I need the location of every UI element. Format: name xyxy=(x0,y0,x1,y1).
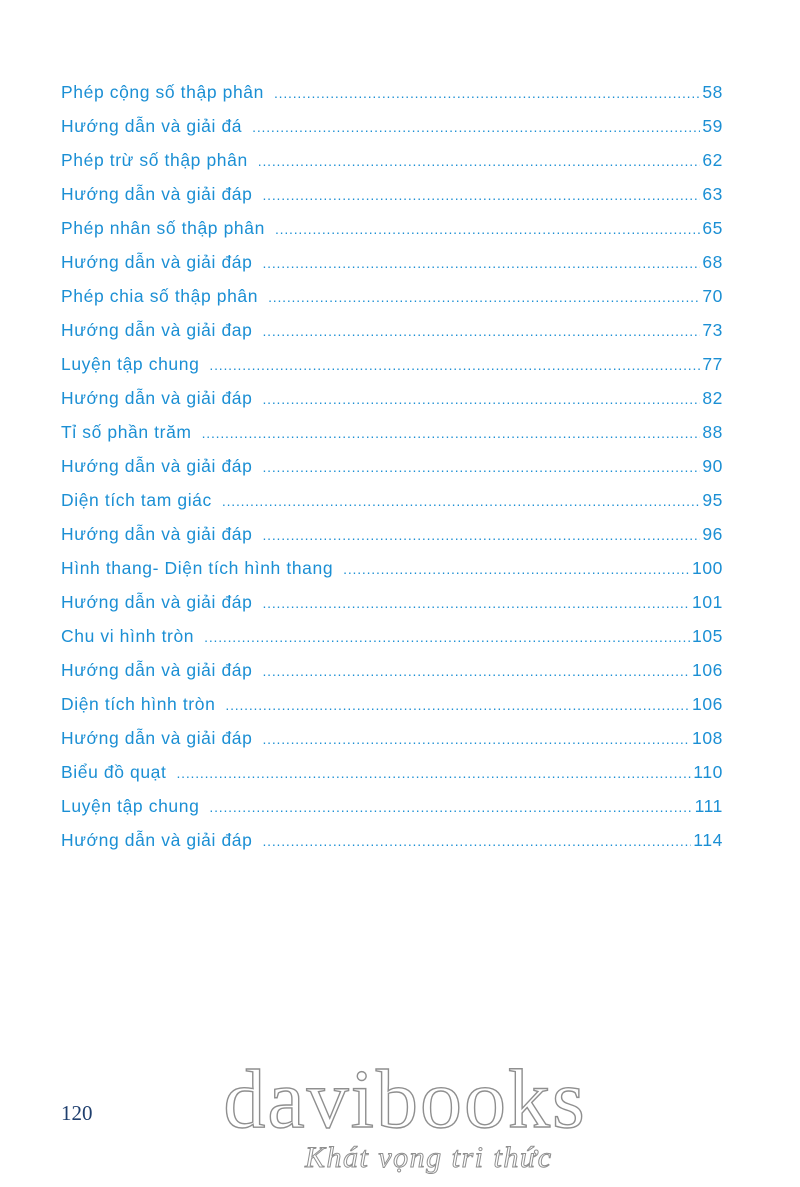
toc-entry-title: Phép chia số thập phân xyxy=(61,286,259,306)
toc-entry[interactable] xyxy=(61,558,723,592)
toc-entry-page: 105 xyxy=(692,626,723,646)
toc-entry-page: 114 xyxy=(693,830,723,850)
toc-leader-dots xyxy=(262,456,700,475)
toc-entry-page: 110 xyxy=(693,762,723,782)
toc-entry-page: 100 xyxy=(692,558,723,578)
toc-entry[interactable] xyxy=(61,286,723,320)
toc-entry-page: 68 xyxy=(702,252,723,272)
toc-entry[interactable] xyxy=(61,252,723,286)
toc-entry[interactable] xyxy=(61,150,723,184)
toc-entry[interactable] xyxy=(61,490,723,524)
toc-leader-dots xyxy=(262,388,700,407)
brand-slogan: Khát vọng tri thức xyxy=(305,1141,553,1174)
toc-leader-dots xyxy=(222,490,700,509)
toc-entry[interactable] xyxy=(61,728,723,762)
toc-leader-dots xyxy=(262,728,690,747)
toc-entry[interactable] xyxy=(61,320,723,354)
toc-entry[interactable] xyxy=(61,592,723,626)
toc-entry-page: 96 xyxy=(702,524,723,544)
toc-entry-page: 101 xyxy=(692,592,723,612)
toc-entry-page: 90 xyxy=(702,456,723,476)
toc-entry[interactable] xyxy=(61,116,723,150)
toc-leader-dots xyxy=(262,184,700,203)
toc-entry-page: 111 xyxy=(694,796,723,816)
toc-entry-page: 95 xyxy=(702,490,723,510)
toc-entry-page: 63 xyxy=(702,184,723,204)
toc-entry-title: Diện tích hình tròn xyxy=(61,694,216,714)
toc-entry[interactable] xyxy=(61,184,723,218)
toc-leader-dots xyxy=(209,354,700,373)
toc-leader-dots xyxy=(268,286,700,305)
toc-entry[interactable] xyxy=(61,830,723,864)
toc-leader-dots xyxy=(262,320,700,339)
toc-entry[interactable] xyxy=(61,388,723,422)
toc-entry[interactable] xyxy=(61,762,723,796)
toc-entry-page: 62 xyxy=(702,150,723,170)
toc-leader-dots xyxy=(202,422,701,441)
brand-name: davibooks xyxy=(223,1053,587,1146)
toc-entry-title: Phép nhân số thập phân xyxy=(61,218,265,238)
toc-leader-dots xyxy=(343,558,690,577)
toc-entry-title: Phép cộng số thập phân xyxy=(61,82,264,102)
toc-leader-dots xyxy=(275,218,700,237)
toc-entry-title: Hướng dẫn và giải đáp xyxy=(61,456,253,476)
toc-entry-page: 82 xyxy=(702,388,723,408)
toc-entry-title: Diện tích tam giác xyxy=(61,490,212,510)
toc-entry-title: Hướng dẫn và giải đáp xyxy=(61,252,253,272)
toc-entry-page: 59 xyxy=(702,116,723,136)
toc-leader-dots xyxy=(262,660,690,679)
toc-entry-title: Chu vi hình tròn xyxy=(61,626,195,646)
toc-entry[interactable] xyxy=(61,524,723,558)
toc-leader-dots xyxy=(258,150,701,169)
toc-entry-title: Phép trừ số thập phân xyxy=(61,150,248,170)
toc-entry[interactable] xyxy=(61,796,723,830)
toc-entry-page: 70 xyxy=(702,286,723,306)
toc-entry-title: Hướng dẫn và giải đáp xyxy=(61,728,253,748)
toc-leader-dots xyxy=(262,830,691,849)
toc-entry-title: Luyện tập chung xyxy=(61,796,200,816)
toc-entry[interactable] xyxy=(61,626,723,660)
toc-entry-title: Hướng dẫn và giải đáp xyxy=(61,524,253,544)
toc-entry-title: Tỉ số phần trăm xyxy=(61,422,192,442)
toc-entry-title: Hướng dẫn và giải đáp xyxy=(61,388,253,408)
toc-entry-page: 106 xyxy=(692,694,723,714)
toc-entry[interactable] xyxy=(61,422,723,456)
toc-entry-title: Hướng dẫn và giải đáp xyxy=(61,830,253,850)
toc-entry[interactable] xyxy=(61,218,723,252)
toc-leader-dots xyxy=(209,796,692,815)
toc-entry-title: Hướng dẫn và giải đap xyxy=(61,320,253,340)
toc-leader-dots xyxy=(176,762,691,781)
toc-entry-page: 108 xyxy=(692,728,723,748)
toc-entry-page: 65 xyxy=(702,218,723,238)
toc-leader-dots xyxy=(274,82,700,101)
toc-entry-title: Hướng dẫn và giải đáp xyxy=(61,660,253,680)
toc-entry[interactable] xyxy=(61,694,723,728)
toc-entry[interactable] xyxy=(61,82,723,116)
toc-entry-page: 77 xyxy=(702,354,723,374)
toc-entry-page: 106 xyxy=(692,660,723,680)
toc-leader-dots xyxy=(262,252,700,271)
toc-entry-title: Hướng dẫn và giải đáp xyxy=(61,592,253,612)
toc-entry[interactable] xyxy=(61,660,723,694)
toc-entry-title: Luyện tập chung xyxy=(61,354,200,374)
toc-entry-title: Biểu đồ quạt xyxy=(61,762,167,782)
toc-leader-dots xyxy=(252,116,700,135)
toc-entry-page: 73 xyxy=(702,320,723,340)
brand-watermark xyxy=(195,1055,615,1175)
toc-entry-title: Hướng dẫn và giải đá xyxy=(61,116,243,136)
toc-leader-dots xyxy=(225,694,690,713)
toc-leader-dots xyxy=(262,524,700,543)
toc-entry-title: Hình thang- Diện tích hình thang xyxy=(61,558,334,578)
page-number: 120 xyxy=(61,1101,93,1125)
toc-leader-dots xyxy=(204,626,690,645)
toc-entry-page: 58 xyxy=(702,82,723,102)
toc-entry[interactable] xyxy=(61,354,723,388)
toc-entry-page: 88 xyxy=(702,422,723,442)
table-of-contents xyxy=(61,82,723,864)
toc-leader-dots xyxy=(262,592,690,611)
toc-entry[interactable] xyxy=(61,456,723,490)
toc-entry-title: Hướng dẫn và giải đáp xyxy=(61,184,253,204)
